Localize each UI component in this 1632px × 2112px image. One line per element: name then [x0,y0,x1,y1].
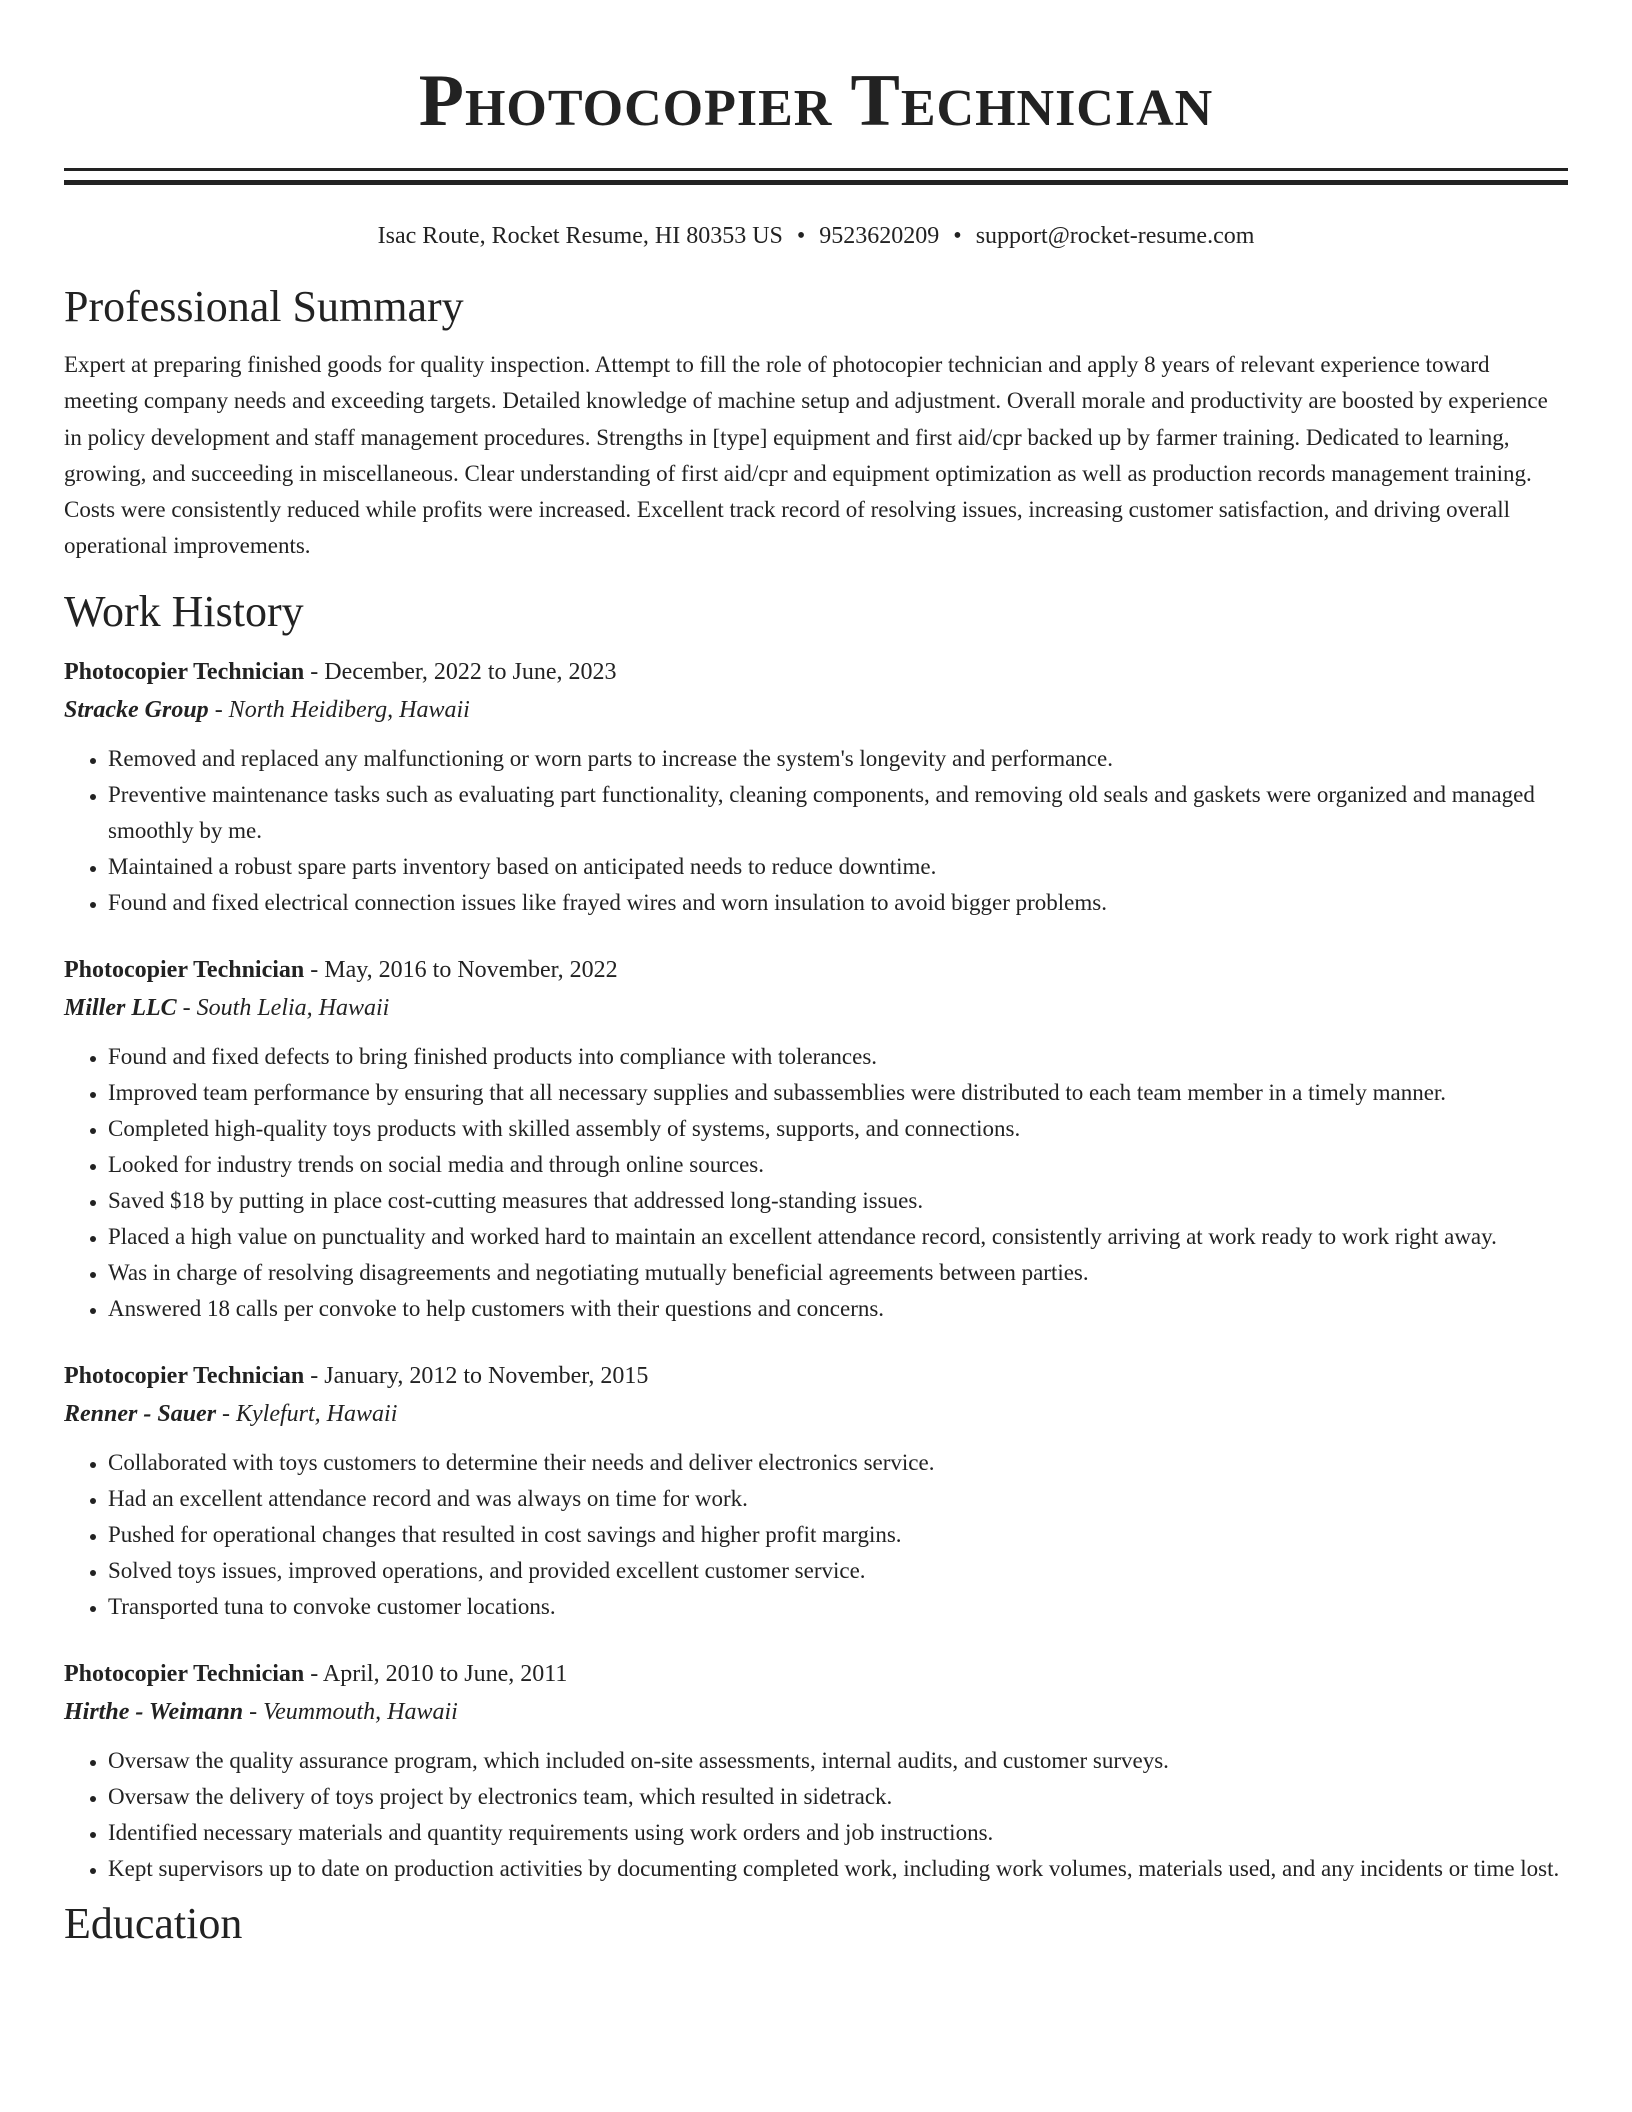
job-employer [64,989,1568,1027]
job-heading [64,951,1568,989]
job-role: Photocopier Technician [64,1660,305,1687]
job-company: Hirthe - Weimann [64,1698,244,1725]
contact-phone: 9523620209 [819,223,940,249]
job-role: Photocopier Technician [64,956,305,983]
contact-address: Isac Route, Rocket Resume, HI 80353 US [377,223,783,249]
job-location: - North Heidiberg, Hawaii [208,696,470,723]
job-bullet: • Maintained a robust spare parts inventory based on anticipated needs to reduce downtime. [108,849,1568,885]
job-dates: - December, 2022 to June, 2023 [304,658,617,685]
job-bullets [64,741,1568,921]
job-bullet: • Had an excellent attendance record and was always on time for work. [108,1481,1568,1517]
job-bullet: • Found and fixed defects to bring finished products into compliance with tolerances. [108,1039,1568,1075]
job-bullet: • Saved $18 by putting in place cost-cutting measures that addressed long-standing issues. [108,1183,1568,1219]
education-heading: Education [64,1898,243,1948]
contact-separator: • [953,223,962,249]
summary-text: Expert at preparing finished goods for quality inspection. Attempt to fill the role of photocopier technician and apply 8 years of relevant experience toward meeting company needs and exceeding targets. Detailed knowledge of machine setup and adjustment. Overall morale and productivity are boosted by experience in policy development and staff management procedures. Strengths in [type] equipment and first aid/cpr backed up by farmer training. Dedicated to learning, growing, and succeeding in miscellaneous. Clear understanding of first aid/cpr and equipment optimization as well as production records management training. Costs were consistently reduced while profits were increased. Excellent track record of resolving issues, increasing customer satisfaction, and driving overall operational improvements. [64,352,1548,559]
resume-title: Photocopier Technician [418,60,1214,142]
work-history-list [64,653,1568,1887]
job-entry [64,951,1568,1327]
job-bullet: • Looked for industry trends on social media and through online sources. [108,1147,1568,1183]
job-bullet: • Placed a high value on punctuality and worked hard to maintain an excellent attendance record, consistently arriving at work ready to work right away. [108,1219,1568,1255]
job-bullet: • Oversaw the quality assurance program, which included on-site assessments, internal audits, and customer surveys. [108,1743,1568,1779]
job-entry [64,653,1568,921]
job-location: - Kylefurt, Hawaii [216,1400,398,1427]
contact-line [64,220,1568,252]
job-bullet: • Removed and replaced any malfunctioning or worn parts to increase the system's longevity and performance. [108,741,1568,777]
job-company: Miller LLC [64,994,177,1021]
job-heading [64,1655,1568,1693]
job-bullet: • Solved toys issues, improved operations, and provided excellent customer service. [108,1553,1568,1589]
job-entry [64,1655,1568,1887]
job-location: - Veummouth, Hawaii [243,1698,458,1725]
job-bullet: • Completed high-quality toys products with skilled assembly of systems, supports, and connections. [108,1111,1568,1147]
job-bullet: • Transported tuna to convoke customer locations. [108,1589,1568,1625]
job-entry [64,1357,1568,1625]
job-role: Photocopier Technician [64,1362,305,1389]
job-bullet: • Was in charge of resolving disagreements and negotiating mutually beneficial agreements between parties. [108,1255,1568,1291]
header-divider [64,168,1568,185]
job-bullet: • Answered 18 calls per convoke to help customers with their questions and concerns. [108,1291,1568,1327]
job-bullet: • Kept supervisors up to date on production activities by documenting completed work, including work volumes, materials used, and any incidents or time lost. [108,1851,1568,1887]
job-bullet: • Collaborated with toys customers to determine their needs and deliver electronics service. [108,1445,1568,1481]
job-dates: - May, 2016 to November, 2022 [304,956,618,983]
job-bullets [64,1039,1568,1327]
job-role: Photocopier Technician [64,658,305,685]
job-company: Stracke Group [64,696,209,723]
job-company: Renner - Sauer [64,1400,217,1427]
job-bullet: • Improved team performance by ensuring that all necessary supplies and subassemblies were distributed to each team member in a timely manner. [108,1075,1568,1111]
job-dates: - January, 2012 to November, 2015 [304,1362,649,1389]
job-bullet: • Pushed for operational changes that resulted in cost savings and higher profit margins. [108,1517,1568,1553]
job-dates: - April, 2010 to June, 2011 [304,1660,568,1687]
job-bullet: • Identified necessary materials and quantity requirements using work orders and job instructions. [108,1815,1568,1851]
job-bullets [64,1743,1568,1887]
job-bullet: • Oversaw the delivery of toys project by electronics team, which resulted in sidetrack. [108,1779,1568,1815]
job-heading [64,653,1568,691]
summary-heading: Professional Summary [64,282,464,331]
contact-separator: • [796,223,806,249]
job-bullets [64,1445,1568,1625]
job-employer [64,1395,1568,1433]
job-employer [64,691,1568,729]
job-bullet: • Found and fixed electrical connection issues like frayed wires and worn insulation to avoid bigger problems. [108,885,1568,921]
contact-email: support@rocket-resume.com [975,223,1255,249]
job-employer [64,1693,1568,1731]
work-history-heading: Work History [64,586,304,636]
job-location: - South Lelia, Hawaii [176,994,390,1021]
job-bullet: • Preventive maintenance tasks such as evaluating part functionality, cleaning components, and removing old seals and gaskets were organized and managed smoothly by me. [108,777,1568,849]
job-heading [64,1357,1568,1395]
